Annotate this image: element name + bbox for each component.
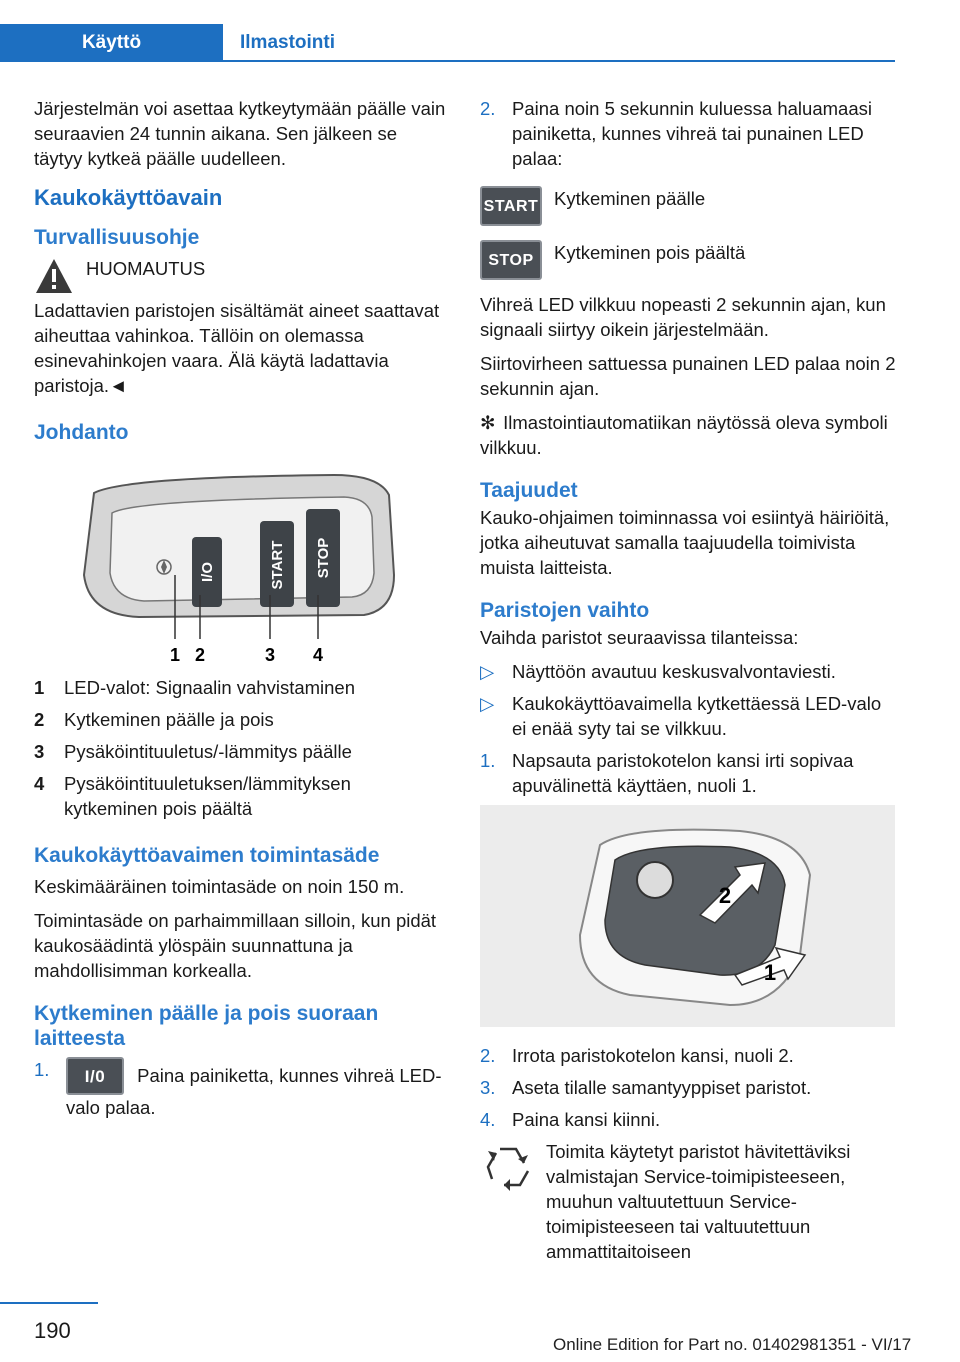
arrow-label-1: 1 [763,960,777,985]
red-led-paragraph: Siirtovirheen sattuessa punainen LED palaa noin 2 sekunnin ajan. [480,353,896,399]
right-column [480,96,898,1274]
page-number: 190 [34,1318,71,1343]
edition-footer: Online Edition for Part no. 01402981351 - VI/17 [553,1335,912,1354]
tab-kaytto[interactable]: Käyttö [0,24,223,61]
stop-button-image: STOP [480,240,542,280]
heading-battery: Paristojen vaihto [480,599,650,622]
start-button-image: START [480,186,542,226]
legend-item: 2 Kytkeminen päälle ja pois [34,709,274,730]
figure-label-1: 1 [169,645,181,665]
list-item: 4. Paina kansi kiinni. [480,1109,661,1130]
heading-safety: Turvallisuusohje [34,226,200,249]
heading-intro: Johdanto [34,421,129,444]
figure-button-io: I/O [199,561,216,583]
header [0,0,895,61]
list-item: 3. Aseta tilalle samantyyppiset paristot. [480,1077,812,1098]
step-2: 2. Paina noin 5 sekunnin kuluessa haluamaasi painiketta, kunnes vihreä tai punainen LED palaa: [480,98,872,169]
direct-step-1: 1. I/0 Paina painiketta, kunnes vihreä LED-valo palaa. [34,1059,442,1118]
arrow-label-2: 2 [718,883,732,908]
list-item: 2. Irrota paristokotelon kansi, nuoli 2. [480,1045,794,1066]
legend-item: 4 Pysäköintituuletuksen/lämmityksen kytkeminen pois päältä [34,773,351,819]
warning-block [34,256,449,296]
symbol-paragraph: ✻ Ilmastointiautomatiikan näytössä oleva symboli vilkkuu. [480,412,888,458]
range-paragraph-2: Toimintasäde on parhaimmillaan silloin, kun pidät kaukosäädintä ylöspäin suunnattuna ja mahdollisimman korkealla. [34,910,437,981]
legend-item: 3 Pysäköintituuletus/-lämmitys päälle [34,741,352,762]
intro-paragraph: Järjestelmän voi asettaa kytkeytymään päälle vain seuraavien 24 tunnin aikana. Sen jälkeen se täytyy kytkeä päälle uudelleen. [34,98,446,169]
start-row: START Kytkeminen päälle [480,186,898,226]
heading-range: Kaukokäyttöavaimen toimintasäde [34,844,380,867]
list-item: 1. Napsauta paristokotelon kansi irti sopivaa apuvälinettä käyttäen, nuoli 1. [480,750,854,796]
tab-ilmastointi[interactable]: Ilmastointi [240,31,336,53]
figure-label-3: 3 [264,645,276,665]
battery-cover-figure [480,805,895,1027]
io-button-image: I/0 [66,1057,124,1095]
heading-direct: Kytkeminen päälle ja pois suoraan laitteesta [34,1002,379,1050]
legend-item: 1 LED-valot: Signaalin vahvistaminen [34,677,356,698]
battery-steps [480,1043,898,1132]
warning-text: Ladattavien paristojen sisältämät aineet saattavat aiheuttaa vahinkoa. Tällöin on olemassa esinevahinkojen vaara. Älä käytä ladattavia paristoja.◄ [34,300,440,396]
figure-legend [34,675,449,821]
fan-icon: ✻ [480,412,496,433]
list-item: ▷ Näyttöön avautuu keskusvalvontaviesti. [480,661,836,682]
figure-button-stop: STOP [315,537,332,579]
range-paragraph-1: Keskimääräinen toimintasäde on noin 150 m. [34,876,405,897]
figure-label-2: 2 [194,645,206,665]
remote-key-figure [34,455,449,665]
recycle-icon [480,1139,536,1195]
header-divider [0,60,895,62]
remote-key-illustration [34,455,449,665]
warning-title: HUOMAUTUS [86,258,206,279]
battery-paragraph: Vaihda paristot seuraavissa tilanteissa: [480,627,799,648]
warning-icon [34,256,74,296]
step1-text: Paina painiketta, kunnes vihreä LED-valo palaa. [66,1064,442,1118]
footer-divider [0,1302,98,1304]
recycle-block: Toimita käytetyt paristot hävitettäviksi valmistajan Service-toimipisteeseen, muuhun valtuutettuun Service-toimipisteeseen tai valtuutettuun ammattitaitoiseen [480,1139,898,1264]
bmw-logo-icon [637,862,673,898]
frequency-paragraph: Kauko-ohjaimen toiminnassa voi esiintyä häiriöitä, jotka aiheutuvat samalla taajuudella toimivista muista laitteista. [480,507,890,578]
figure-button-start: START [269,540,286,590]
stop-row: STOP Kytkeminen pois päältä [480,240,898,280]
list-item: ▷ Kaukokäyttöavaimella kytkettäessä LED-valo ei enää syty tai se vilkkuu. [480,693,882,739]
green-led-paragraph: Vihreä LED vilkkuu nopeasti 2 sekunnin ajan, kun signaali siirtyy oikein järjestelmään. [480,294,886,340]
heading-frequencies: Taajuudet [480,479,578,502]
heading-remote: Kaukokäyttöavain [34,185,223,210]
left-column [34,96,449,1120]
battery-bullets [480,659,898,798]
figure-label-4: 4 [312,645,324,665]
